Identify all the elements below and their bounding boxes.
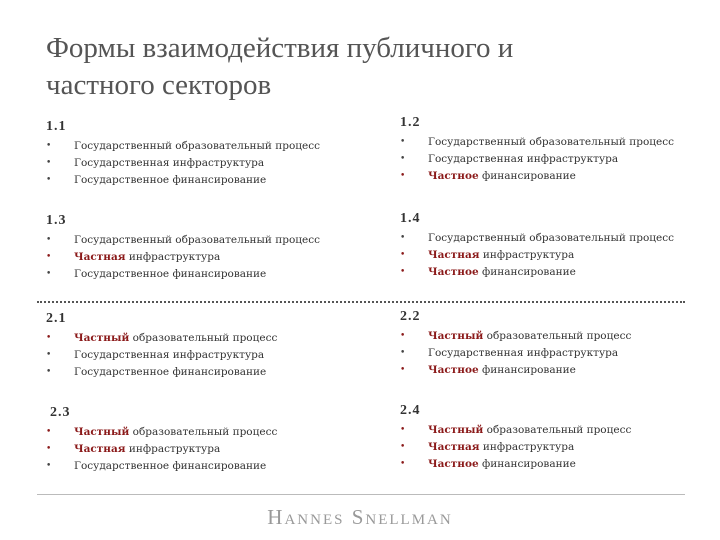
block-1-3 xyxy=(46,212,346,283)
bullet-icon: • xyxy=(46,158,52,168)
block-number: 1.3 xyxy=(46,213,67,228)
list-item xyxy=(46,232,346,249)
list-item xyxy=(46,266,346,283)
block-list xyxy=(400,134,700,185)
bullet-icon: • xyxy=(400,233,406,243)
block-1-1 xyxy=(46,118,346,189)
item-text: Государственное финансирование xyxy=(74,460,267,472)
block-list xyxy=(46,232,346,283)
block-number: 2.3 xyxy=(50,405,71,420)
block-1-4 xyxy=(400,210,700,281)
bullet-icon: • xyxy=(400,331,406,341)
bullet-icon: • xyxy=(400,154,406,164)
block-number: 2.2 xyxy=(400,309,421,324)
block-2-3 xyxy=(46,404,350,475)
item-text: образовательный процесс xyxy=(129,332,278,344)
block-list xyxy=(46,138,346,189)
footer-divider xyxy=(37,494,685,495)
item-text: образовательный процесс xyxy=(483,330,632,342)
highlight-word: Частный xyxy=(428,424,484,436)
list-item xyxy=(46,138,346,155)
company-logo: Hannes Snellman xyxy=(267,505,453,529)
highlight-word: Частная xyxy=(428,441,480,453)
item-text: Государственное финансирование xyxy=(74,268,267,280)
bullet-icon: • xyxy=(46,235,52,245)
item-text: Государственный образовательный процесс xyxy=(428,136,674,148)
item-text: Государственная инфраструктура xyxy=(428,153,619,165)
item-text: Государственная инфраструктура xyxy=(74,157,265,169)
list-item xyxy=(400,168,700,185)
list-item xyxy=(400,328,700,345)
list-item xyxy=(46,347,346,364)
highlight-word: Частная xyxy=(428,249,480,261)
item-text: Государственный образовательный процесс xyxy=(74,234,320,246)
block-1-2 xyxy=(400,114,700,185)
item-text: образовательный процесс xyxy=(129,426,278,438)
block-list xyxy=(46,330,346,381)
bullet-icon: • xyxy=(46,350,52,360)
block-number: 2.1 xyxy=(46,311,67,326)
item-text: Государственная инфраструктура xyxy=(74,349,265,361)
block-list xyxy=(46,424,350,475)
list-item xyxy=(400,422,700,439)
list-item xyxy=(400,362,700,379)
item-text: инфраструктура xyxy=(125,443,221,455)
highlight-word: Частный xyxy=(74,332,130,344)
list-item xyxy=(46,330,346,347)
bullet-icon: • xyxy=(46,461,52,471)
bullet-icon: • xyxy=(400,250,406,260)
item-text: финансирование xyxy=(478,170,576,182)
list-item xyxy=(400,264,700,281)
bullet-icon: • xyxy=(46,427,52,437)
block-number: 2.4 xyxy=(400,403,421,418)
list-item xyxy=(400,134,700,151)
item-text: инфраструктура xyxy=(479,249,575,261)
item-text: инфраструктура xyxy=(479,441,575,453)
item-text: Государственный образовательный процесс xyxy=(74,140,320,152)
item-text: Государственная инфраструктура xyxy=(428,347,619,359)
block-list xyxy=(400,328,700,379)
bullet-icon: • xyxy=(46,333,52,343)
bullet-icon: • xyxy=(400,365,406,375)
block-number: 1.1 xyxy=(46,119,67,134)
item-text: Государственный образовательный процесс xyxy=(428,232,674,244)
list-item xyxy=(400,456,700,473)
page-title xyxy=(46,30,686,104)
bullet-icon: • xyxy=(400,442,406,452)
list-item xyxy=(400,151,700,168)
block-2-4 xyxy=(400,402,700,473)
list-item xyxy=(400,230,700,247)
list-item xyxy=(46,249,346,266)
list-item xyxy=(400,345,700,362)
list-item xyxy=(46,155,346,172)
highlight-word: Частное xyxy=(428,170,479,182)
block-2-1 xyxy=(46,310,346,381)
block-number: 1.2 xyxy=(400,115,421,130)
highlight-word: Частное xyxy=(428,266,479,278)
item-text: Государственное финансирование xyxy=(74,366,267,378)
highlight-word: Частное xyxy=(428,458,479,470)
block-list xyxy=(400,422,700,473)
bullet-icon: • xyxy=(46,269,52,279)
item-text: образовательный процесс xyxy=(483,424,632,436)
bullet-icon: • xyxy=(46,444,52,454)
highlight-word: Частная xyxy=(74,251,126,263)
item-text: финансирование xyxy=(478,266,576,278)
section-divider xyxy=(37,301,685,303)
bullet-icon: • xyxy=(400,425,406,435)
item-text: Государственное финансирование xyxy=(74,174,267,186)
bullet-icon: • xyxy=(46,367,52,377)
list-item xyxy=(46,458,350,475)
bullet-icon: • xyxy=(400,267,406,277)
bullet-icon: • xyxy=(400,137,406,147)
list-item xyxy=(400,247,700,264)
page-title-line-2: частного секторов xyxy=(46,69,272,101)
bullet-icon: • xyxy=(46,175,52,185)
block-2-2 xyxy=(400,308,700,379)
bullet-icon: • xyxy=(400,348,406,358)
list-item xyxy=(46,441,350,458)
highlight-word: Частный xyxy=(74,426,130,438)
bullet-icon: • xyxy=(400,459,406,469)
list-item xyxy=(46,364,346,381)
highlight-word: Частный xyxy=(428,330,484,342)
block-list xyxy=(400,230,700,281)
list-item xyxy=(46,424,350,441)
highlight-word: Частное xyxy=(428,364,479,376)
item-text: инфраструктура xyxy=(125,251,221,263)
item-text: финансирование xyxy=(478,364,576,376)
list-item xyxy=(400,439,700,456)
highlight-word: Частная xyxy=(74,443,126,455)
bullet-icon: • xyxy=(46,252,52,262)
bullet-icon: • xyxy=(400,171,406,181)
page-title-line-1: Формы взаимодействия публичного и xyxy=(46,32,514,64)
item-text: финансирование xyxy=(478,458,576,470)
list-item xyxy=(46,172,346,189)
bullet-icon: • xyxy=(46,141,52,151)
block-number: 1.4 xyxy=(400,211,421,226)
